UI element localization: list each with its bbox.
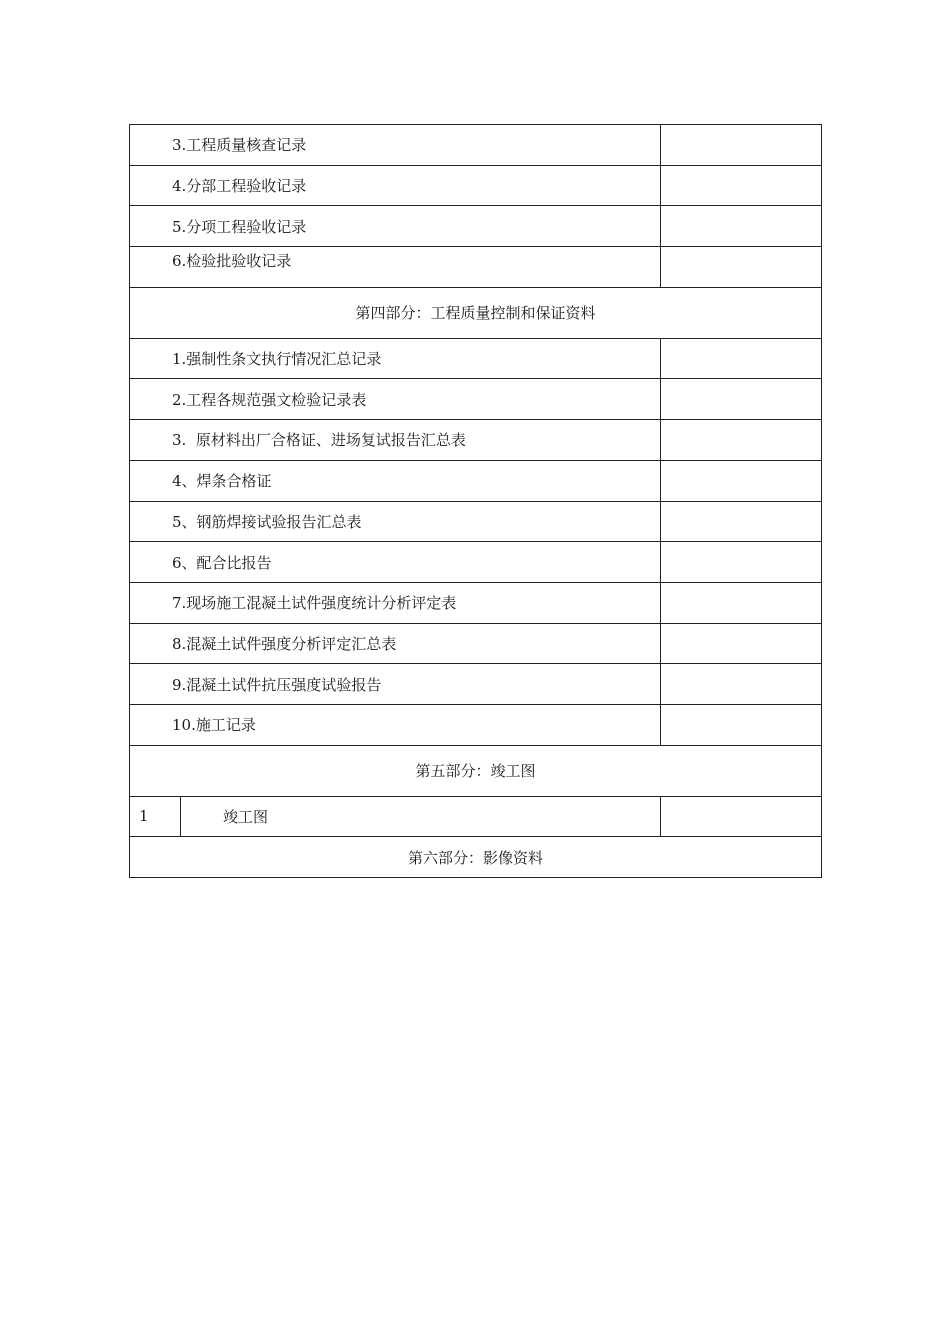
- blank-cell: [661, 796, 822, 837]
- blank-cell: [661, 623, 822, 664]
- table-row: [130, 125, 822, 166]
- row-label: 竣工图: [181, 796, 661, 837]
- table-row: [130, 623, 822, 664]
- blank-cell: [661, 125, 822, 166]
- table-row: [130, 582, 822, 623]
- blank-cell: [661, 379, 822, 420]
- blank-cell: [661, 338, 822, 379]
- row-label: 10.施工记录: [130, 704, 661, 745]
- blank-cell: [661, 165, 822, 206]
- row-label: 4、焊条合格证: [130, 460, 661, 501]
- blank-cell: [661, 704, 822, 745]
- table-row: [130, 542, 822, 583]
- row-label: 6、配合比报告: [130, 542, 661, 583]
- blank-cell: [661, 460, 822, 501]
- table-row: [130, 338, 822, 379]
- blank-cell: [661, 582, 822, 623]
- blank-cell: [661, 501, 822, 542]
- section-heading: 第六部分：影像资料: [130, 837, 822, 878]
- section-row: [130, 837, 822, 878]
- blank-cell: [661, 542, 822, 583]
- row-label: 2.工程各规范强文检验记录表: [130, 379, 661, 420]
- table-row: [130, 247, 822, 288]
- section-heading: 第五部分：竣工图: [130, 745, 822, 796]
- blank-cell: [661, 206, 822, 247]
- table-row: [130, 165, 822, 206]
- table-row: [130, 796, 822, 837]
- row-label: 5、钢筋焊接试验报告汇总表: [130, 501, 661, 542]
- row-label: 8.混凝土试件强度分析评定汇总表: [130, 623, 661, 664]
- blank-cell: [661, 420, 822, 461]
- row-label: 5.分项工程验收记录: [130, 206, 661, 247]
- section-row: [130, 287, 822, 338]
- table-row: [130, 460, 822, 501]
- row-label: 3. 原材料出厂合格证、进场复试报告汇总表: [130, 420, 661, 461]
- row-label: 9.混凝土试件抗压强度试验报告: [130, 664, 661, 705]
- row-label: 7.现场施工混凝土试件强度统计分析评定表: [130, 582, 661, 623]
- section-row: [130, 745, 822, 796]
- row-label: 1.强制性条文执行情况汇总记录: [130, 338, 661, 379]
- table-row: [130, 704, 822, 745]
- table-row: [130, 206, 822, 247]
- table-row: [130, 379, 822, 420]
- table-row: [130, 420, 822, 461]
- blank-cell: [661, 664, 822, 705]
- row-label: 3.工程质量核查记录: [130, 125, 661, 166]
- row-label: 4.分部工程验收记录: [130, 165, 661, 206]
- table-row: [130, 501, 822, 542]
- row-label: 6.检验批验收记录: [130, 247, 661, 288]
- row-number: 1: [130, 796, 181, 837]
- table-row: [130, 664, 822, 705]
- blank-cell: [661, 247, 822, 288]
- document-table: [129, 124, 822, 878]
- section-heading: 第四部分：工程质量控制和保证资料: [130, 287, 822, 338]
